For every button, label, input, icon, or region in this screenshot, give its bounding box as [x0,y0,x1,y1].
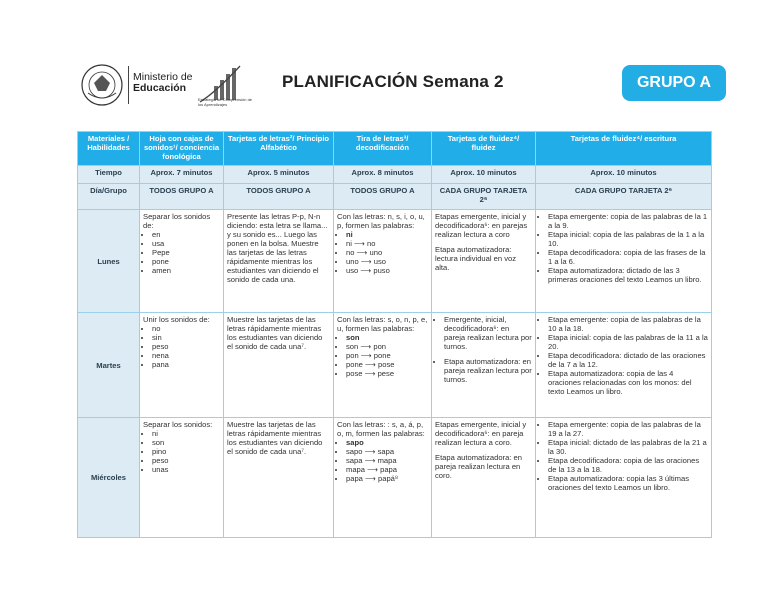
column-header: Hoja con cajas de sonidos¹/ conciencia fonológica [140,132,224,166]
time-cell: Aprox. 10 minutos [536,166,712,184]
alphabetic-cell: Presente las letras P-p, N-n diciendo: esta letra se llama... y su sonido es... Luego las ponen en la bolsa. Muestre las tarjetas de las letras rápidamente mientras los estudiantes van diciendo el sonido de cada una. [224,210,334,313]
list-item: • sapo ⟶ sapa [346,447,428,456]
fluency-cell [432,418,536,538]
ministry-logo-text [133,72,193,94]
list-item: • Etapa inicial: copia de las palabras de la 1 a la 10. [548,230,708,248]
header-divider [128,66,129,104]
ministry-line1: Ministerio de [133,71,193,83]
writing-cell [536,313,712,418]
list-item: • ni ⟶ no [346,239,428,248]
group-cell: Día/Grupo [78,184,140,210]
strategy-logo-caption: Estrategia de Comprensión de los Aprendizajes [198,97,253,107]
writing-cell [536,418,712,538]
word-list [337,333,428,378]
list-item: • sapa ⟶ mapa [346,456,428,465]
cell-intro: Unir los sonidos de: [143,314,210,324]
cell-intro: Con las letras: n, s, i, o, u, p, formen las palabras: [337,211,425,230]
list-item: • son [152,438,220,447]
list-item: • Etapa automatizadora: en pareja realizan lectura por turnos. [444,357,532,384]
column-header: Tira de letras³/ decodificación [334,132,432,166]
fluency-cell [432,210,536,313]
stage-list [539,212,708,284]
column-header: Tarjetas de letras²/ Principio Alfabético [224,132,334,166]
list-item: • pana [152,360,220,369]
list-item: • papa ⟶ papá⁸ [346,474,428,483]
cell-paragraph: Etapa automatizadora: lectura individual en voz alta. [435,244,517,272]
word-list [337,438,428,483]
list-item: • Pepe [152,248,220,257]
list-item: • en [152,230,220,239]
group-cell: CADA GRUPO TARJETA 2⁶ [432,184,536,210]
cell-intro: Separar los sonidos: [143,419,213,429]
cell-paragraph: Etapas emergente, inicial y decodificadora⁶: en parejas realizan lectura a coro [435,211,528,239]
list-item: • Etapa decodificadora: copia de las frases de la 1 a la 6. [548,248,708,266]
list-item: • no [152,324,220,333]
list-item: • pon ⟶ pone [346,351,428,360]
time-cell: Aprox. 8 minutos [334,166,432,184]
ministry-line2: Educación [133,82,187,94]
list-item: • Etapa emergente: copia de las palabras de la 1 a la 9. [548,212,708,230]
list-item: • sapo [346,438,428,447]
list-item: • Etapa inicial: copia de las palabras de la 11 a la 20. [548,333,708,351]
list-item: • unas [152,465,220,474]
group-cell: CADA GRUPO TARJETA 2⁶ [536,184,712,210]
day-label: Lunes [78,210,140,313]
cell-intro: Con las letras: : s, a, á, p, o, m, formen las palabras: [337,419,425,438]
cell-paragraph: Etapa automatizadora: en pareja realizan lectura en coro. [435,452,522,480]
decoding-cell [334,418,432,538]
list-item: • uso ⟶ puso [346,266,428,275]
list-item: • Etapa decodificadora: copia de las oraciones de la 13 a la 18. [548,456,708,474]
list-item: • sin [152,333,220,342]
alphabetic-cell: Muestre las tarjetas de las letras rápidamente mientras los estudiantes van diciendo el sonido de cada una⁷. [224,418,334,538]
word-list [143,429,220,474]
list-item: • Etapa automatizadora: dictado de las 3 primeras oraciones del texto Leamos un libro. [548,266,708,284]
list-item: • son [346,333,428,342]
list-item: • Etapa automatizadora: copia de las 4 oraciones relacionadas con los monos: del texto Leamos un libro. [548,369,708,396]
stage-list [539,420,708,492]
list-item: • peso [152,456,220,465]
column-header: Materiales / Habilidades [78,132,140,166]
group-cell: TODOS GRUPO A [334,184,432,210]
column-header: Tarjetas de fluidez⁴/ fluidez [432,132,536,166]
list-item: • Emergente, inicial, decodificadora⁶: en pareja realizan lectura por turnos. [444,315,532,351]
planning-table [77,131,712,538]
time-cell: Aprox. 5 minutos [224,166,334,184]
list-item: • Etapa decodificadora: dictado de las oraciones de la 7 a la 12. [548,351,708,369]
table-header-row [78,132,712,166]
list-item: • pone [152,257,220,266]
stage-list [435,315,532,384]
alphabetic-cell: Muestre las tarjetas de las letras rápidamente mientras los estudiantes van diciendo el sonido de cada una⁷. [224,313,334,418]
list-item: • amen [152,266,220,275]
phonological-cell [140,210,224,313]
list-item: • usa [152,239,220,248]
list-item: • Etapa emergente: copia de las palabras de la 19 a la 27. [548,420,708,438]
table-row-martes [78,313,712,418]
decoding-cell [334,313,432,418]
table-row-miercoles [78,418,712,538]
decoding-cell [334,210,432,313]
table-row-lunes [78,210,712,313]
time-cell: Aprox. 7 minutos [140,166,224,184]
cell-paragraph: Etapas emergente, inicial y decodificadora⁶: en pareja realizan lectura a coro. [435,419,527,447]
list-item: • Etapa emergente: copia de las palabras de la 10 a la 18. [548,315,708,333]
list-item: • peso [152,342,220,351]
list-item: • pino [152,447,220,456]
cell-intro: Con las letras: s, o, n, p, e, u, formen las palabras: [337,314,428,333]
group-badge: GRUPO A [622,65,726,101]
time-cell: Aprox. 10 minutos [432,166,536,184]
list-item: • son ⟶ pon [346,342,428,351]
list-item: • Etapa inicial: dictado de las palabras de la 21 a la 30. [548,438,708,456]
list-item: • ni [346,230,428,239]
phonological-cell [140,418,224,538]
time-row [78,166,712,184]
word-list [143,324,220,369]
group-cell: TODOS GRUPO A [140,184,224,210]
writing-cell [536,210,712,313]
column-header: Tarjetas de fluidez⁴/ escritura [536,132,712,166]
list-item: • nena [152,351,220,360]
stage-list [539,315,708,396]
phonological-cell [140,313,224,418]
list-item: • ni [152,429,220,438]
group-row [78,184,712,210]
guatemala-seal-icon [80,63,124,107]
list-item: • mapa ⟶ papa [346,465,428,474]
fluency-cell [432,313,536,418]
day-label: Miércoles [78,418,140,538]
list-item: • no ⟶ uno [346,248,428,257]
list-item: • pose ⟶ pese [346,369,428,378]
time-cell: Tiempo [78,166,140,184]
page-title: PLANIFICACIÓN Semana 2 [282,72,504,91]
list-item: • pone ⟶ pose [346,360,428,369]
group-cell: TODOS GRUPO A [224,184,334,210]
word-list [337,230,428,275]
day-label: Martes [78,313,140,418]
list-item: • Etapa automatizadora: copia las 3 últimas oraciones del texto Leamos un libro. [548,474,708,492]
cell-intro: Separar los sonidos de: [143,211,211,230]
word-list [143,230,220,275]
list-item: • uno ⟶ uso [346,257,428,266]
